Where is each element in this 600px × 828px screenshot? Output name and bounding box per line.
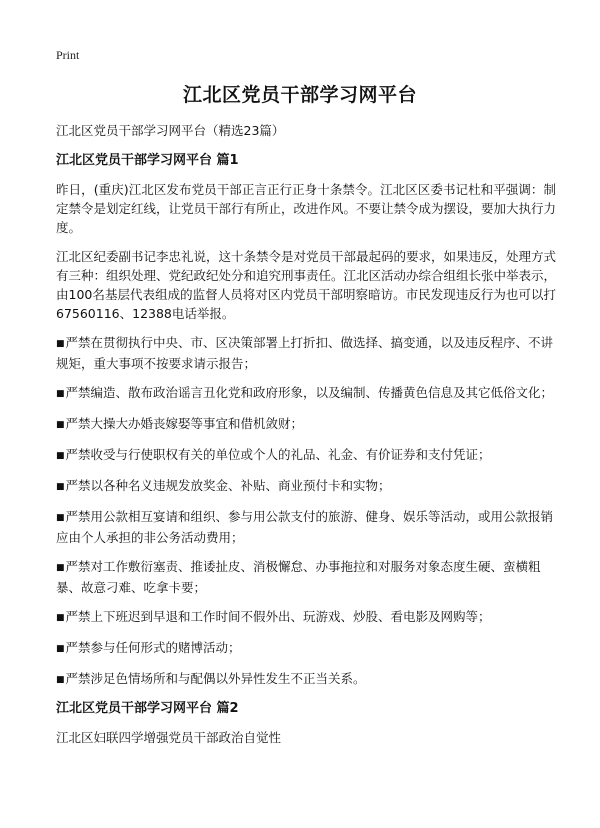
prohibition-list xyxy=(56,333,556,690)
page-title: 江北区党员干部学习网平台 xyxy=(182,84,417,106)
list-item: ■ 严禁用公款相互宴请和组织、参与用公款支付的旅游、健身、娱乐等活动，或用公款报销应由个人承担的非公务活动费用； xyxy=(56,507,556,547)
list-item: ■ 严禁涉足色情场所和与配偶以外异性发生不正当关系。 xyxy=(56,669,556,690)
list-item: ■ 严禁对工作敷衍塞责、推诿扯皮、消极懈怠、办事拖拉和对服务对象态度生硬、蛮横粗暴、故意刁难、吃拿卡要； xyxy=(56,557,556,597)
document-subtitle: 江北区党员干部学习网平台（精选23篇） xyxy=(56,123,285,138)
paragraph: 昨日，(重庆)江北区发布党员干部正言正行正身十条禁令。江北区区委书记杜和平强调：制定禁令是划定红线，让党员干部行有所止，改进作风。不要让禁令成为摆设，要加大执行力度。 xyxy=(56,182,557,235)
print-label: Print xyxy=(56,48,80,62)
section-1 xyxy=(56,152,556,690)
list-item: ■ 严禁编造、散布政治谣言丑化党和政府形象，以及编制、传播黄色信息及其它低俗文化； xyxy=(56,383,556,404)
section-heading: 江北区党员干部学习网平台 篇1 xyxy=(56,153,239,168)
document-body xyxy=(56,122,556,757)
list-item: ■ 严禁大操大办婚丧嫁娶等事宜和借机敛财； xyxy=(56,414,556,435)
list-item: ■ 严禁上下班迟到早退和工作时间不假外出、玩游戏、炒股、看电影及网购等； xyxy=(56,607,556,628)
paragraph: 江北区妇联四学增强党员干部政治自觉性 xyxy=(56,730,282,745)
section-heading: 江北区党员干部学习网平台 篇2 xyxy=(56,701,239,716)
list-item: ■ 严禁参与任何形式的赌博活动； xyxy=(56,638,556,659)
list-item: ■ 严禁收受与行使职权有关的单位或个人的礼品、礼金、有价证券和支付凭证； xyxy=(56,445,556,466)
section-2 xyxy=(56,700,556,747)
paragraph: 江北区纪委副书记李忠礼说，这十条禁令是对党员干部最起码的要求，如果违反，处理方式有三种：组织处理、党纪政纪处分和追究刑事责任。江北区活动办综合组组长张中举表示，由100名基层代表组成的监督人员将对区内党员干部明察暗访。市民发现违反行为也可以打67560116、12388电话举报。 xyxy=(56,249,557,321)
list-item: ■ 严禁以各种名义违规发放奖金、补贴、商业预付卡和实物； xyxy=(56,476,556,497)
list-item: ■ 严禁在贯彻执行中央、市、区决策部署上打折扣、做选择、搞变通，以及违反程序、不讲规矩，重大事项不按要求请示报告； xyxy=(56,333,556,373)
